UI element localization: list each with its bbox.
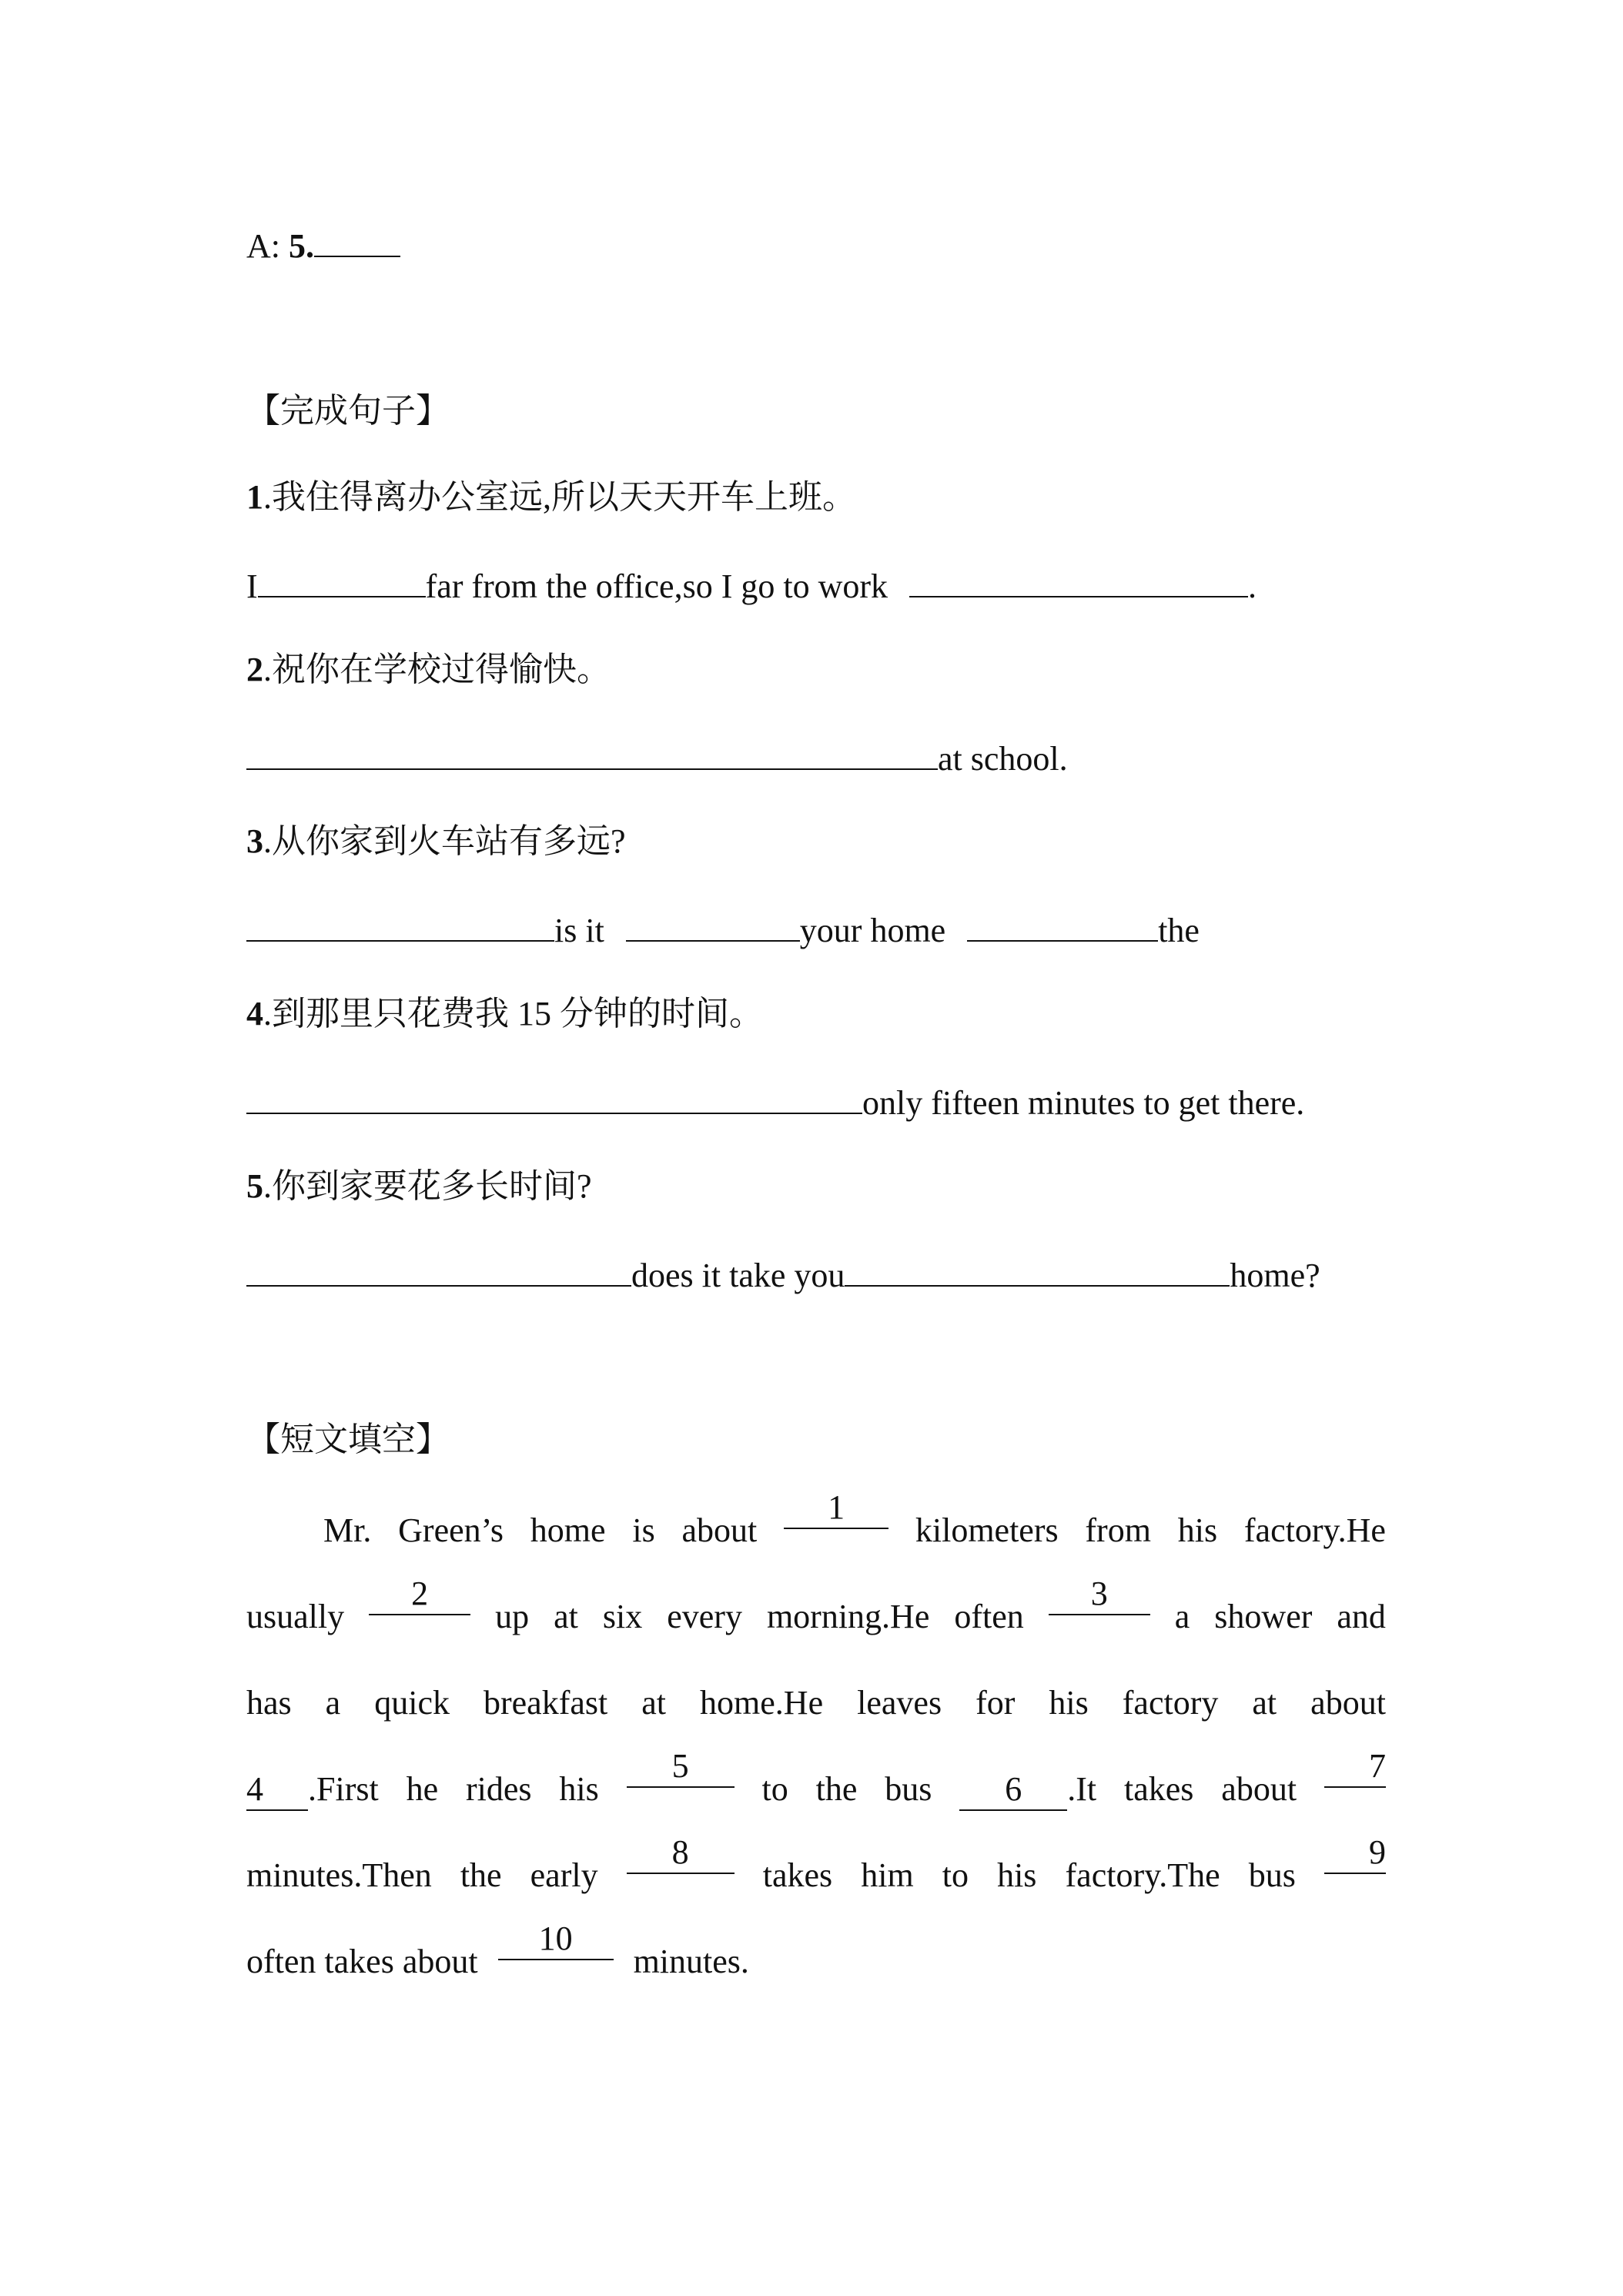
cloze-word: a [1174, 1598, 1190, 1635]
cloze-word: home.He [700, 1684, 824, 1722]
cloze-word: often [954, 1598, 1024, 1635]
cloze-word: the [815, 1770, 858, 1808]
sentence-1-part-2: far from the office,so I go to work [425, 567, 888, 605]
sentence-2-number: 2 [246, 651, 263, 688]
sentence-4-chinese [246, 991, 763, 1037]
cloze-blank-2[interactable]: 2 [369, 1574, 470, 1615]
cloze-blank-6[interactable]: 6 [959, 1769, 1067, 1811]
cloze-word: early [530, 1856, 598, 1894]
sentence-4-part-1: only fifteen minutes to get there. [862, 1084, 1305, 1122]
sentence-5-part-1: does it take you [631, 1257, 845, 1294]
cloze-word: from [1085, 1511, 1151, 1549]
sentence-5-chinese [246, 1163, 592, 1210]
cloze-word: .It [1067, 1770, 1097, 1808]
sentence-5-english [246, 1250, 1320, 1299]
cloze-word: to [942, 1856, 969, 1894]
sentence-2-english [246, 733, 1068, 782]
cloze-word: is [632, 1511, 655, 1549]
cloze-word: for [975, 1684, 1016, 1722]
sentence-3-blank-2[interactable] [626, 905, 800, 942]
cloze-word: about [1221, 1770, 1297, 1808]
cloze-word: a [325, 1684, 341, 1722]
sentence-2-chinese-text: .祝你在学校过得愉快。 [263, 651, 611, 688]
cloze-word: to [761, 1770, 788, 1808]
cloze-word: usually [246, 1598, 345, 1635]
cloze-word: home [530, 1511, 606, 1549]
cloze-row-3 [246, 1660, 1386, 1746]
cloze-word: at [641, 1684, 667, 1722]
cloze-word: leaves [857, 1684, 942, 1722]
sentence-1-chinese [246, 474, 856, 520]
sentence-3-blank-1[interactable] [246, 905, 554, 942]
cloze-blank-8[interactable]: 8 [627, 1832, 735, 1874]
sentence-5-blank-2[interactable] [845, 1250, 1230, 1287]
cloze-row-1 [246, 1488, 1386, 1574]
answer-number: 5. [289, 227, 314, 265]
cloze-word: he [406, 1770, 439, 1808]
sentence-5-blank-1[interactable] [246, 1250, 631, 1287]
sentence-5-number: 5 [246, 1167, 263, 1205]
sentence-5-chinese-text: .你到家要花多长时间? [263, 1167, 592, 1205]
cloze-word: bus [885, 1770, 932, 1808]
cloze-word: takes [1124, 1770, 1194, 1808]
sentence-3-blank-3[interactable] [967, 905, 1158, 942]
cloze-word: his [1177, 1511, 1218, 1549]
cloze-row-6 [246, 1919, 1386, 2005]
sentence-1-blank-2[interactable] [909, 561, 1248, 597]
cloze-word: morning.He [766, 1598, 930, 1635]
cloze-blank-7[interactable]: 7 [1324, 1746, 1386, 1788]
cloze-blank-10[interactable]: 10 [498, 1919, 614, 1960]
cloze-word: breakfast [484, 1684, 608, 1722]
sentence-2-chinese [246, 647, 611, 693]
cloze-paragraph [246, 1488, 1386, 2005]
cloze-word: bus [1248, 1856, 1296, 1894]
cloze-row-2 [246, 1574, 1386, 1660]
cloze-word: at [554, 1598, 578, 1635]
cloze-word: factory [1122, 1684, 1219, 1722]
sentence-2-part-1: at school. [938, 740, 1068, 778]
cloze-word: and [1337, 1598, 1386, 1635]
section-heading-cloze: 【短文填空】 [246, 1421, 450, 1458]
cloze-word: Green’s [398, 1511, 504, 1549]
cloze-word: about [1310, 1684, 1386, 1722]
sentence-3-part-1: is it [554, 912, 604, 949]
sentence-2-blank-1[interactable] [246, 733, 938, 770]
cloze-word: has [246, 1684, 292, 1722]
cloze-word: often takes about [246, 1943, 478, 1980]
cloze-word: his [559, 1770, 599, 1808]
answer-blank[interactable] [314, 220, 400, 257]
sentence-1-english [246, 561, 1257, 610]
sentence-1-part-3: . [1248, 567, 1257, 605]
sentence-3-chinese-text: .从你家到火车站有多远? [263, 822, 626, 860]
sentence-4-number: 4 [246, 995, 263, 1033]
sentence-1-part-1: I [246, 567, 258, 605]
sentence-1-blank-1[interactable] [258, 561, 426, 597]
cloze-blank-3[interactable]: 3 [1049, 1574, 1150, 1615]
sentence-4-chinese-text: .到那里只花费我 15 分钟的时间。 [263, 995, 763, 1033]
cloze-blank-1[interactable]: 1 [784, 1488, 888, 1529]
sentence-3-part-3: the [1158, 912, 1200, 949]
cloze-word: rides [465, 1770, 532, 1808]
answer-line [246, 220, 400, 269]
sentence-1-number: 1 [246, 478, 263, 516]
cloze-word: every [667, 1598, 742, 1635]
sentence-3-part-2: your home [799, 912, 946, 949]
cloze-word: his [1049, 1684, 1089, 1722]
sentence-3-number: 3 [246, 822, 263, 860]
cloze-word: quick [374, 1684, 450, 1722]
cloze-word: factory.He [1243, 1511, 1386, 1549]
answer-prefix: A: [246, 227, 289, 265]
cloze-word: up [495, 1598, 530, 1635]
cloze-word: six [602, 1598, 643, 1635]
cloze-blank-4[interactable]: 4 [246, 1769, 308, 1811]
cloze-word: .First [308, 1770, 379, 1808]
cloze-word: Mr. [323, 1511, 372, 1549]
sentence-4-english [246, 1077, 1304, 1126]
cloze-word: kilometers [915, 1511, 1059, 1549]
cloze-word: minutes.Then [246, 1856, 432, 1894]
cloze-word: him [861, 1856, 914, 1894]
cloze-word: the [460, 1856, 502, 1894]
sentence-3-chinese [246, 818, 626, 865]
cloze-row-5 [246, 1832, 1386, 1919]
cloze-word: takes [762, 1856, 833, 1894]
cloze-word: his [997, 1856, 1037, 1894]
sentence-4-blank-1[interactable] [246, 1077, 862, 1114]
sentence-3-english [246, 905, 1200, 954]
cloze-blank-5[interactable]: 5 [627, 1746, 735, 1788]
cloze-word: about [681, 1511, 758, 1549]
section-heading-complete-sentences: 【完成句子】 [246, 392, 450, 430]
cloze-word: shower [1214, 1598, 1313, 1635]
sentence-1-chinese-text: .我住得离办公室远,所以天天开车上班。 [263, 478, 856, 516]
cloze-blank-9[interactable]: 9 [1324, 1832, 1386, 1874]
cloze-row-4 [246, 1746, 1386, 1832]
cloze-word: at [1252, 1684, 1277, 1722]
cloze-word: minutes. [633, 1943, 749, 1980]
sentence-5-part-2: home? [1230, 1257, 1320, 1294]
cloze-word: factory.The [1065, 1856, 1220, 1894]
